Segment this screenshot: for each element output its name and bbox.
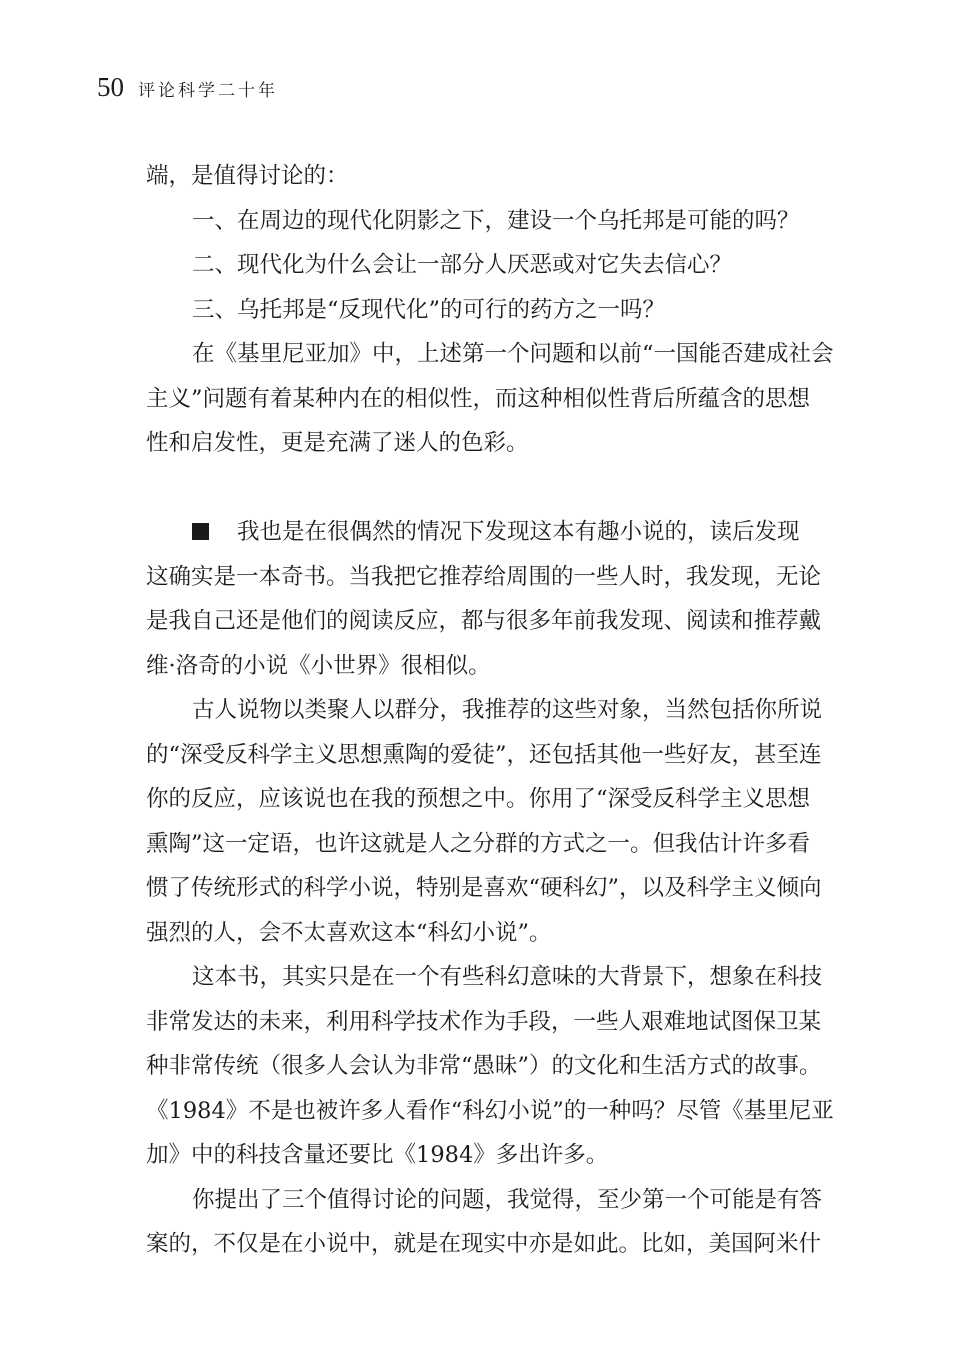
question-item: 三、乌托邦是“反现代化”的可行的药方之一吗？ <box>192 296 666 323</box>
section-gap <box>146 466 836 511</box>
text-line: 古人说物以类聚人以群分，我推荐的这些对象，当然包括你所说 <box>192 697 823 723</box>
text-line: 你的反应，应该说也在我的预想之中。你用了“深受反科学主义思想 <box>146 786 811 812</box>
section-marker-icon <box>192 523 209 540</box>
text-line: 强烈的人，会不太喜欢这本“科幻小说”。 <box>146 919 552 946</box>
text-line: 种非常传统（很多人会认为非常“愚昧”）的文化和生活方式的故事。 <box>146 1053 822 1079</box>
text-line: 这确实是一本奇书。当我把它推荐给周围的一些人时，我发现，无论 <box>146 563 822 590</box>
text-line: 熏陶”这一定语，也许这就是人之分群的方式之一。但我估计许多看 <box>146 830 811 857</box>
text-line: 我也是在很偶然的情况下发现这本有趣小说的，读后发现 <box>237 519 800 545</box>
page-header <box>97 72 278 106</box>
section-start-line <box>146 510 836 555</box>
question-item: 一、在周边的现代化阴影之下，建设一个乌托邦是可能的吗？ <box>192 207 800 234</box>
text-line: 性和启发性，更是充满了迷人的色彩。 <box>146 430 529 456</box>
text-line: 在《基里尼亚加》中，上述第一个问题和以前“一国能否建成社会 <box>192 341 834 367</box>
question-item: 二、现代化为什么会让一部分人厌恶或对它失去信心？ <box>192 252 733 278</box>
text-line: 的“深受反科学主义思想熏陶的爱徒”，还包括其他一些好友，甚至连 <box>146 741 822 768</box>
body-text <box>146 154 836 1267</box>
text-line: 加》中的科技含量还要比《1984》多出许多。 <box>146 1142 609 1168</box>
text-line: 是我自己还是他们的阅读反应，都与很多年前我发现、阅读和推荐戴 <box>146 608 822 634</box>
running-title: 评论科学二十年 <box>138 81 278 101</box>
text-line: 维·洛奇的小说《小世界》很相似。 <box>146 652 491 679</box>
text-line: 这本书，其实只是在一个有些科幻意味的大背景下，想象在科技 <box>192 964 823 990</box>
text-line: 惯了传统形式的科学小说，特别是喜欢“硬科幻”，以及科学主义倾向 <box>146 875 822 901</box>
text-line: 非常发达的未来，利用科学技术作为手段，一些人艰难地试图保卫某 <box>146 1008 822 1035</box>
text-line: 你提出了三个值得讨论的问题，我觉得，至少第一个可能是有答 <box>192 1186 823 1213</box>
text-line: 《1984》不是也被许多人看作“科幻小说”的一种吗？尽管《基里尼亚 <box>146 1097 834 1124</box>
text-line: 端，是值得讨论的： <box>146 163 349 189</box>
text-line: 案的，不仅是在小说中，就是在现实中亦是如此。比如，美国阿米什 <box>146 1231 822 1257</box>
text-line: 主义”问题有着某种内在的相似性，而这种相似性背后所蕴含的思想 <box>146 385 811 412</box>
page-number: 50 <box>97 72 124 102</box>
